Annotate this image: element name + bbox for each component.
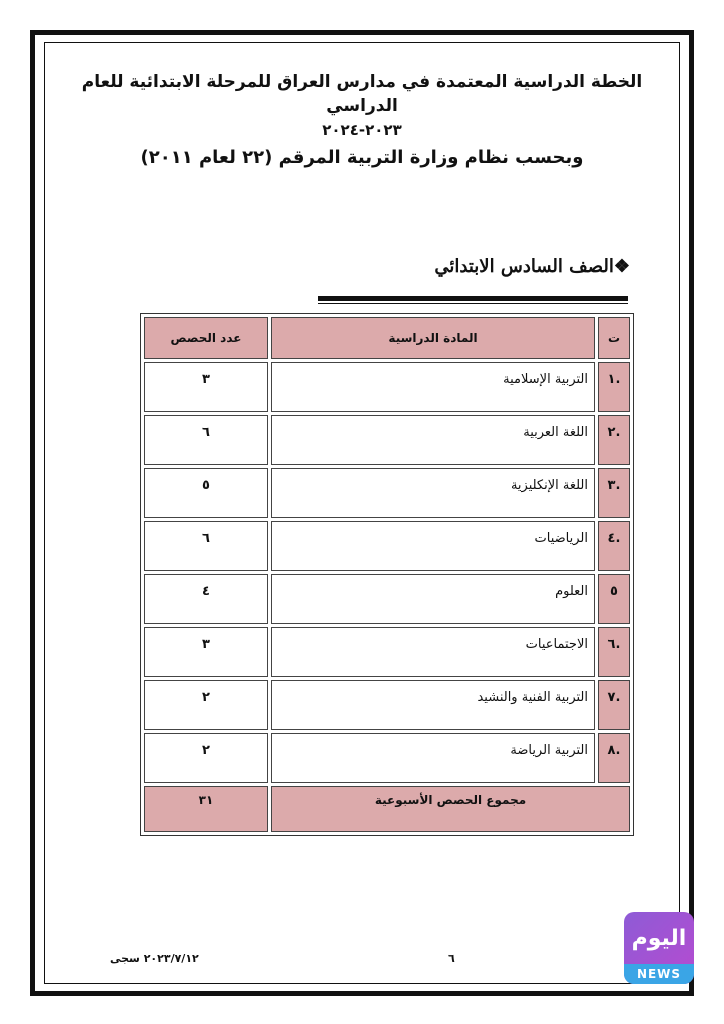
row-periods: ٣ <box>144 362 268 412</box>
row-periods: ٤ <box>144 574 268 624</box>
row-num: .٤ <box>598 521 630 571</box>
row-num: .١ <box>598 362 630 412</box>
table-row <box>144 627 630 677</box>
total-value: ٣١ <box>144 786 268 832</box>
table-row <box>144 574 630 624</box>
title-line-3: وبحسب نظام وزارة التربية المرقم (٢٢ لعام ٢٠١١) <box>140 147 584 168</box>
row-num: .٧ <box>598 680 630 730</box>
curriculum-table <box>140 313 634 836</box>
footer-date: ٢٠٢٣/٧/١٢ سجى <box>110 952 199 965</box>
row-periods: ٦ <box>144 415 268 465</box>
row-subject: اللغة الإنكليزية <box>271 468 595 518</box>
row-num: .٣ <box>598 468 630 518</box>
table-row <box>144 521 630 571</box>
row-periods: ٦ <box>144 521 268 571</box>
row-periods: ٥ <box>144 468 268 518</box>
row-subject: التربية الفنية والنشيد <box>271 680 595 730</box>
table-row <box>144 680 630 730</box>
logo-news-label: NEWS <box>624 964 694 984</box>
header-subject: المادة الدراسية <box>271 317 595 359</box>
row-subject: التربية الرياضة <box>271 733 595 783</box>
table-row <box>144 415 630 465</box>
row-num: .٦ <box>598 627 630 677</box>
row-num: ٥ <box>598 574 630 624</box>
row-num: .٨ <box>598 733 630 783</box>
total-label: مجموع الحصص الأسبوعية <box>271 786 630 832</box>
table-row <box>144 362 630 412</box>
row-subject: العلوم <box>271 574 595 624</box>
title-line-1: الخطة الدراسية المعتمدة في مدارس العراق للمرحلة الابتدائية للعام الدراسي <box>81 72 643 116</box>
title-line-2: ٢٠٢٣-٢٠٢٤ <box>322 121 402 139</box>
section-underline <box>318 296 628 301</box>
table-total-row <box>144 786 630 832</box>
row-subject: التربية الإسلامية <box>271 362 595 412</box>
row-num: .٢ <box>598 415 630 465</box>
page-number: ٦ <box>448 952 455 965</box>
table-header-row <box>144 317 630 359</box>
section-title: ❖الصف السادس الابتدائي <box>434 256 630 277</box>
header-num: ت <box>598 317 630 359</box>
news-logo <box>624 912 694 984</box>
row-periods: ٢ <box>144 733 268 783</box>
row-periods: ٢ <box>144 680 268 730</box>
row-subject: الاجتماعيات <box>271 627 595 677</box>
document-title <box>60 70 664 170</box>
row-periods: ٣ <box>144 627 268 677</box>
logo-wordmark: اليوم <box>631 925 687 951</box>
table-row <box>144 733 630 783</box>
section-underline-thin <box>318 303 628 304</box>
table-row <box>144 468 630 518</box>
row-subject: اللغة العربية <box>271 415 595 465</box>
row-subject: الرياضيات <box>271 521 595 571</box>
header-periods: عدد الحصص <box>144 317 268 359</box>
